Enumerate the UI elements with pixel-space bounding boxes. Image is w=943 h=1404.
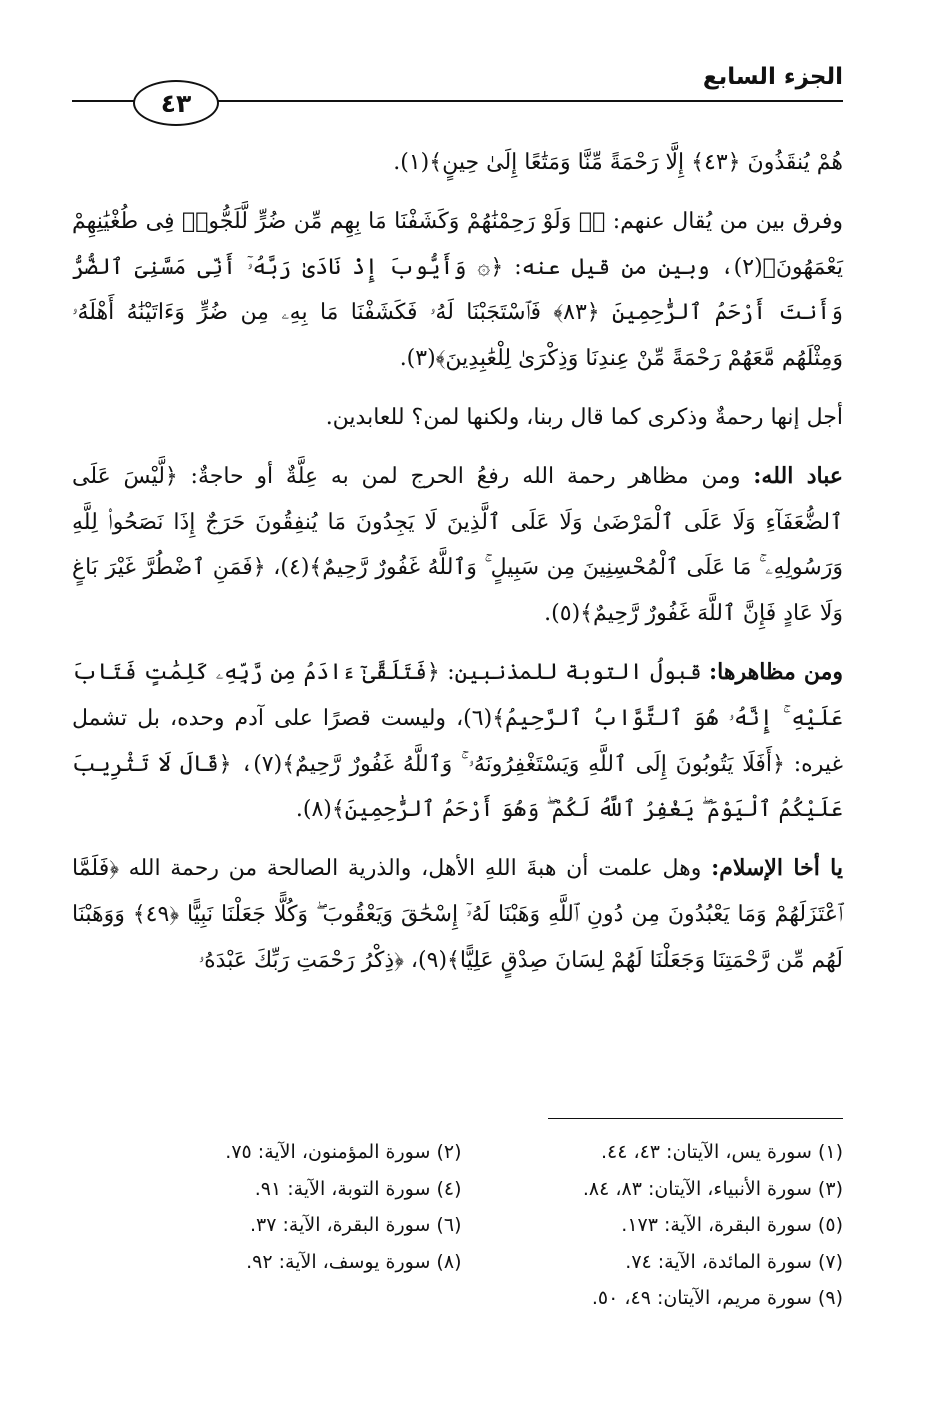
- paragraph: [72, 199, 843, 382]
- paragraph-text: ومن مظاهر رحمة الله رفعُ الحرج لمن به عِلَّةٌ أو حاجةٌ: ﴿لَّيْسَ عَلَى ٱلضُّعَفَآءِ وَلَا عَلَى ٱلْمَرْضَىٰ وَلَا عَلَى ٱلَّذِينَ لَا يَجِدُونَ مَا يُنفِقُونَ حَرَجٌ إِذَا نَصَحُوا۟ لِلَّهِ وَرَسُولِهِۦ ۚ مَا عَلَى ٱلْمُحْسِنِينَ مِن سَبِيلٍ ۚ وَٱللَّهُ غَفُورٌ رَّحِيمٌ﴾(٤)، ﴿فَمَنِ ٱضْطُرَّ غَيْرَ بَاغٍ وَلَا عَادٍ فَإِنَّ ٱللَّهَ غَفُورٌ رَّحِيمٌ﴾(٥).: [72, 463, 843, 627]
- paragraph-text: أجل إنها رحمةٌ وذكرى كما قال ربنا، ولكنها لمن؟ للعابدين.: [325, 404, 843, 430]
- paragraph-text: وهل علمت أن هبةَ اللهِ الأهل، والذرية الصالحة من رحمة الله ﴿فَلَمَّا ٱعْتَزَلَهُمْ وَمَا يَعْبُدُونَ مِن دُونِ ٱللَّهِ وَهَبْنَا لَهُۥٓ إِسْحَٰقَ وَيَعْقُوبَ ۖ وَكُلًّا جَعَلْنَا نَبِيًّا ﴿٤٩﴾ وَوَهَبْنَا لَهُم مِّن رَّحْمَتِنَا وَجَعَلْنَا لَهُمْ لِسَانَ صِدْقٍ عَلِيًّا﴾(٩)، ﴿ذِكْرُ رَحْمَتِ رَبِّكَ عَبْدَهُۥ: [72, 856, 843, 973]
- paragraph: [72, 650, 843, 833]
- footnote-item: (١) سورة يس، الآيتان: ٤٣، ٤٤.: [600, 1141, 843, 1163]
- footnote-item: (٥) سورة البقرة، الآية: ١٧٣.: [621, 1214, 843, 1236]
- paragraph-lead: ومن مظاهرها:: [709, 658, 843, 685]
- footnote-item: (٤) سورة التوبة، الآية: ٩١.: [254, 1177, 462, 1200]
- footnote-item: (٨) سورة يوسف، الآية: ٩٢.: [246, 1250, 462, 1273]
- paragraph-text: وفرق بين من يُقال عنهم: ﴿۞ وَلَوْ رَحِمْنَٰهُمْ وَكَشَفْنَا مَا بِهِم مِّن ضُرٍّ لَّلَجُّوا۟ فِى طُغْيَٰنِهِمْ يَعْمَهُونَ﴾(٢)، وبين من قيل عنه: ﴿۞ وَأَيُّوبَ إِذْ نَادَىٰ رَبَّهُۥٓ أَنِّى مَسَّنِىَ ٱلضُّرُّ وَأَنتَ أَرْحَمُ ٱلرَّٰحِمِينَ ﴿٨٣﴾ فَٱسْتَجَبْنَا لَهُۥ فَكَشَفْنَا مَا بِهِۦ مِن ضُرٍّ وَءَاتَيْنَٰهُ أَهْلَهُۥ وَمِثْلَهُم مَّعَهُمْ رَحْمَةً مِّنْ عِندِنَا وَذِكْرَىٰ لِلْعَٰبِدِينَ﴾(٣).: [72, 208, 843, 372]
- paragraph: [72, 140, 843, 186]
- page-number: ٤٣: [160, 88, 192, 118]
- page-number-oval: [133, 80, 219, 126]
- footnote-item: (٦) سورة البقرة، الآية: ٣٧.: [249, 1214, 462, 1236]
- footnotes: [120, 1134, 843, 1317]
- paragraph-lead: يا أخا الإسلام:: [711, 855, 843, 882]
- footnote-item: (٧) سورة المائدة، الآية: ٧٤.: [625, 1250, 843, 1273]
- paragraph: [72, 454, 843, 637]
- paragraph: [72, 846, 843, 983]
- footnote-item: (٢) سورة المؤمنون، الآية: ٧٥.: [225, 1141, 462, 1163]
- body-text: [72, 140, 843, 997]
- footnote-rule: [548, 1118, 843, 1119]
- footnote-item: (٣) سورة الأنبياء، الآيتان: ٨٣، ٨٤.: [582, 1177, 843, 1200]
- header-title: الجزء السابع: [702, 64, 843, 90]
- paragraph: [72, 395, 843, 441]
- paragraph-text: هُمْ يُنقَذُونَ ﴿٤٣﴾ إِلَّا رَحْمَةً مِّنَّا وَمَتَٰعًا إِلَىٰ حِينٍ﴾(١).: [393, 150, 843, 175]
- paragraph-text: قبولُ التوبة للمذنبين: ﴿فَتَلَقَّىٰٓ ءَادَمُ مِن رَّبِّهِۦ كَلِمَٰتٍ فَتَابَ عَلَيْهِ ۚ إِنَّهُۥ هُوَ ٱلتَّوَّابُ ٱلرَّحِيمُ﴾(٦)، وليست قصرًا على آدم وحده، بل تشمل غيره: ﴿أَفَلَا يَتُوبُونَ إِلَى ٱللَّهِ وَيَسْتَغْفِرُونَهُۥ ۚ وَٱللَّهُ غَفُورٌ رَّحِيمٌ﴾(٧)، ﴿قَالَ لَا تَثْرِيبَ عَلَيْكُمُ ٱلْيَوْمَ ۖ يَغْفِرُ ٱللَّهُ لَكُمْ ۖ وَهُوَ أَرْحَمُ ٱلرَّٰحِمِينَ﴾(٨).: [72, 659, 844, 823]
- footnote-item: (٩) سورة مريم، الآيتان: ٤٩، ٥٠.: [591, 1287, 843, 1309]
- paragraph-lead: عباد الله:: [753, 462, 844, 489]
